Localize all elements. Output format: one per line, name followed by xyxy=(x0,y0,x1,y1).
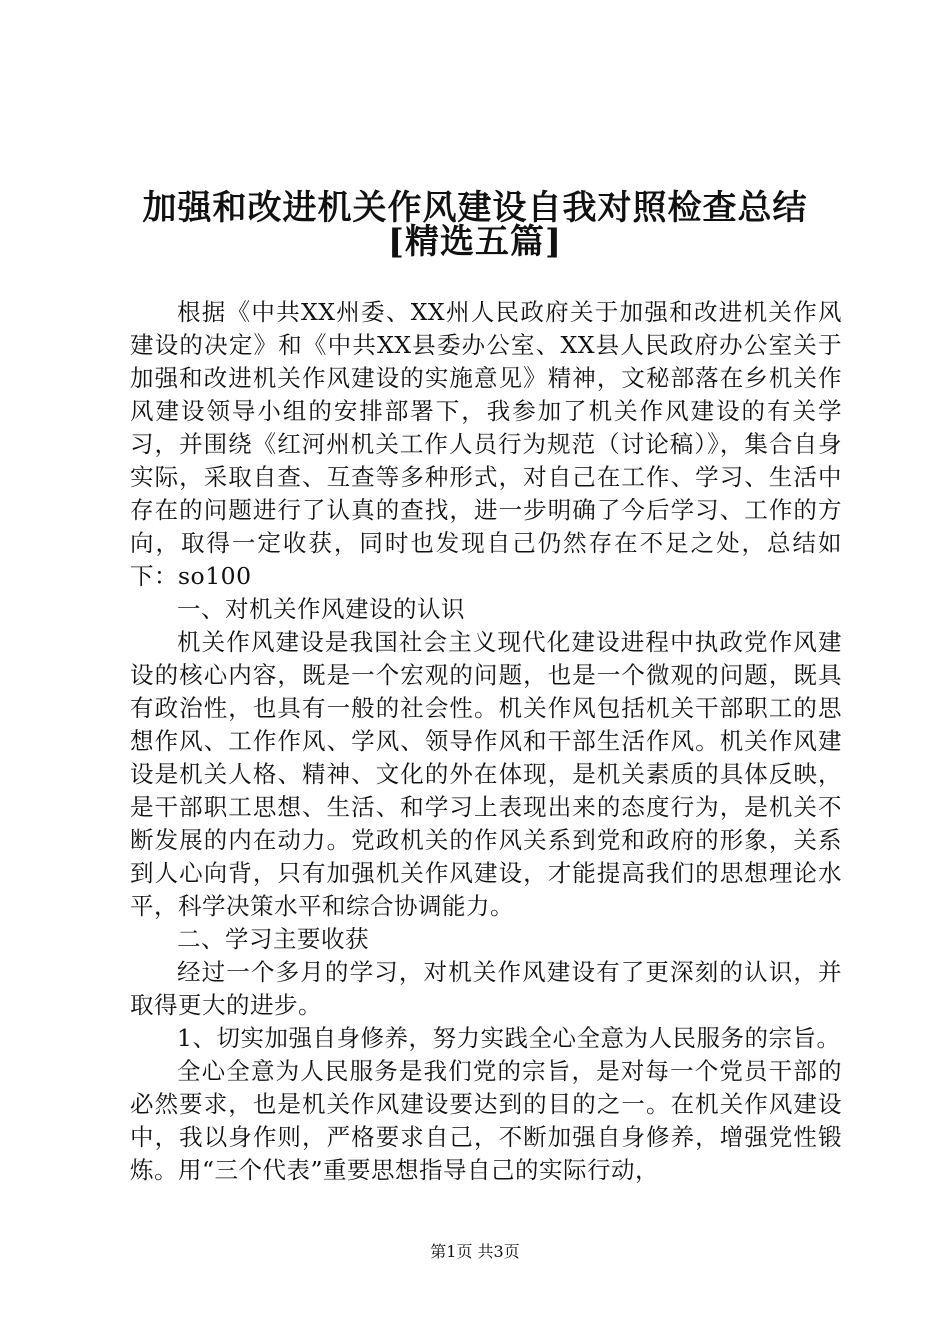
paragraph-intro: 根据《中共XX州委、XX州人民政府关于加强和改进机关作风建设的决定》和《中共XX县委办公室、XX县人民政府办公室关于加强和改进机关作风建设的实施意见》精神，文秘部落在乡机关作风建设领导小组的安排部署下，我参加了机关作风建设的有关学习，并围绕《红河州机关工作人员行为规范（讨论稿）》，集合自身实际，采取自查、互查等多种形式，对自己在工作、学习、生活中存在的问题进行了认真的查找，进一步明确了今后学习、工作的方向，取得一定收获，同时也发现自己仍然存在不足之处，总结如下：so100 xyxy=(130,298,842,590)
subsection-heading-1: 1、切实加强自身修养，努力实践全心全意为人民服务的宗旨。 xyxy=(177,1024,841,1052)
document-title: 加强和改进机关作风建设自我对照检查总结 xyxy=(142,188,808,228)
paragraph-service: 全心全意为人民服务是我们党的宗旨，是对每一个党员干部的必然要求，也是机关作风建设要达到的目的之一。在机关作风建设中，我以身作则，严格要求自己，不断加强自身修养，增强党性锻炼。用“三个代表”重要思想指导自己的实际行动， xyxy=(130,1057,842,1184)
document-subtitle: [精选五篇] xyxy=(387,222,563,262)
document-body xyxy=(130,296,842,1187)
page-footer: 第1页 共3页 xyxy=(430,1242,520,1261)
paragraph-gains: 经过一个多月的学习，对机关作风建设有了更深刻的认识，并取得更大的进步。 xyxy=(130,958,842,1019)
section-heading-2: 二、学习主要收获 xyxy=(177,925,369,953)
paragraph-understanding: 机关作风建设是我国社会主义现代化建设进程中执政党作风建设的核心内容，既是一个宏观的问题，也是一个微观的问题，既具有政治性，也具有一般的社会性。机关作风包括机关干部职工的思想作风、工作作风、学风、领导作风和干部生活作风。机关作风建设是机关人格、精神、文化的外在体现，是机关素质的具体反映，是干部职工思想、生活、和学习上表现出来的态度行为，是机关不断发展的内在动力。党政机关的作风关系到党和政府的形象，关系到人心向背，只有加强机关作风建设，才能提高我们的思想理论水平，科学决策水平和综合协调能力。 xyxy=(130,628,842,920)
section-heading-1: 一、对机关作风建设的认识 xyxy=(177,595,465,623)
